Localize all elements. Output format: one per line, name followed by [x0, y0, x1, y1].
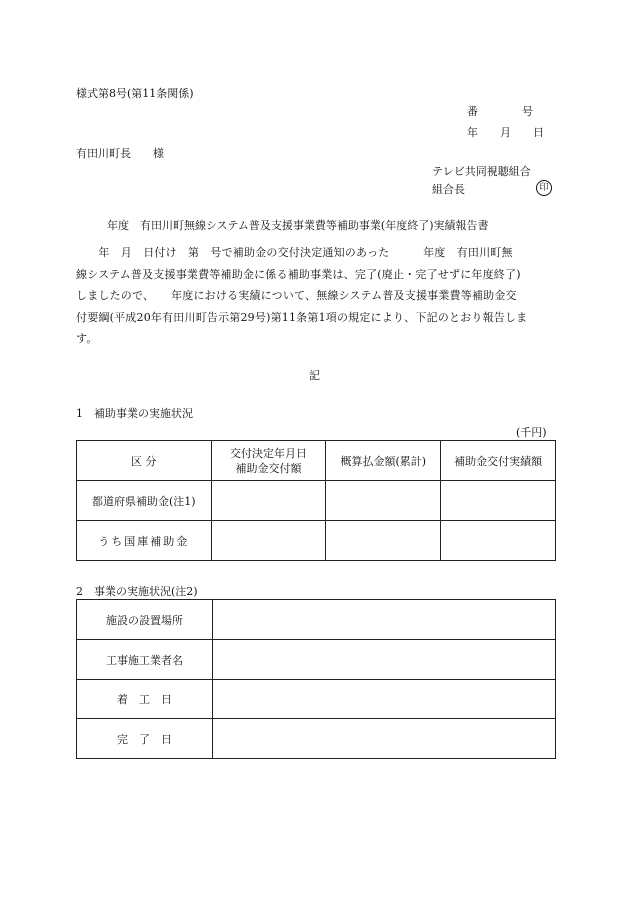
empty-cell [213, 600, 556, 640]
empty-cell [441, 521, 556, 561]
body-line: 線システム普及支援事業費等補助金に係る補助事業は、完了(廃止・完了せずに年度終了) [76, 267, 521, 281]
table-row [77, 521, 556, 561]
empty-cell [211, 481, 326, 521]
row-label: うち国庫補助金 [77, 521, 212, 561]
empty-cell [326, 481, 441, 521]
section1-heading: 1 補助事業の実施状況 [76, 407, 193, 420]
empty-cell [213, 640, 556, 680]
header-advance-payment: 概算払金額(累計) [326, 441, 441, 481]
row-label: 完 了 日 [77, 719, 213, 759]
empty-cell [441, 481, 556, 521]
seal-text: 印 [536, 180, 552, 196]
seal-mark [536, 180, 552, 196]
document-number: 番 号 [467, 105, 533, 118]
document-date: 年 月 日 [467, 126, 544, 139]
empty-cell [211, 521, 326, 561]
sender-organization: テレビ共同視聴組合 [432, 165, 531, 178]
empty-cell [213, 719, 556, 759]
table-row [77, 600, 556, 640]
empty-cell [326, 521, 441, 561]
table-row [77, 481, 556, 521]
status-table [76, 599, 556, 759]
ki-marker: 記 [309, 369, 320, 382]
table-row [77, 680, 556, 719]
row-label: 都道府県補助金(注1) [77, 481, 212, 521]
header-decision-date-amount: 交付決定年月日 補助金交付額 [211, 441, 326, 481]
row-label: 着 工 日 [77, 680, 213, 719]
header-actual-amount: 補助金交付実績額 [441, 441, 556, 481]
sender-title: 組合長 [432, 183, 465, 196]
row-label: 工事施工業者名 [77, 640, 213, 680]
body-text [76, 242, 556, 350]
implementation-table [76, 440, 556, 561]
form-number: 様式第8号(第11条関係) [76, 87, 194, 100]
body-line: 付要綱(平成20年有田川町告示第29号)第11条第1項の規定により、下記のとおり報告しま [76, 310, 528, 324]
header-category: 区 分 [77, 441, 212, 481]
table-row [77, 640, 556, 680]
section1-unit: (千円) [516, 426, 547, 439]
empty-cell [213, 680, 556, 719]
section2-heading: 2 事業の実施状況(注2) [76, 585, 198, 598]
row-label: 施設の設置場所 [77, 600, 213, 640]
body-line: しましたので、 年度における実績について、無線システム普及支援事業費等補助金交 [76, 289, 517, 302]
addressee: 有田川町長 様 [76, 147, 164, 160]
report-title: 年度 有田川町無線システム普及支援事業費等補助事業(年度終了)実績報告書 [107, 219, 489, 232]
body-line: 年 月 日付け 第 号で補助金の交付決定通知のあった 年度 有田川町無 [76, 246, 513, 259]
body-line: す。 [76, 332, 98, 345]
table-row [77, 719, 556, 759]
